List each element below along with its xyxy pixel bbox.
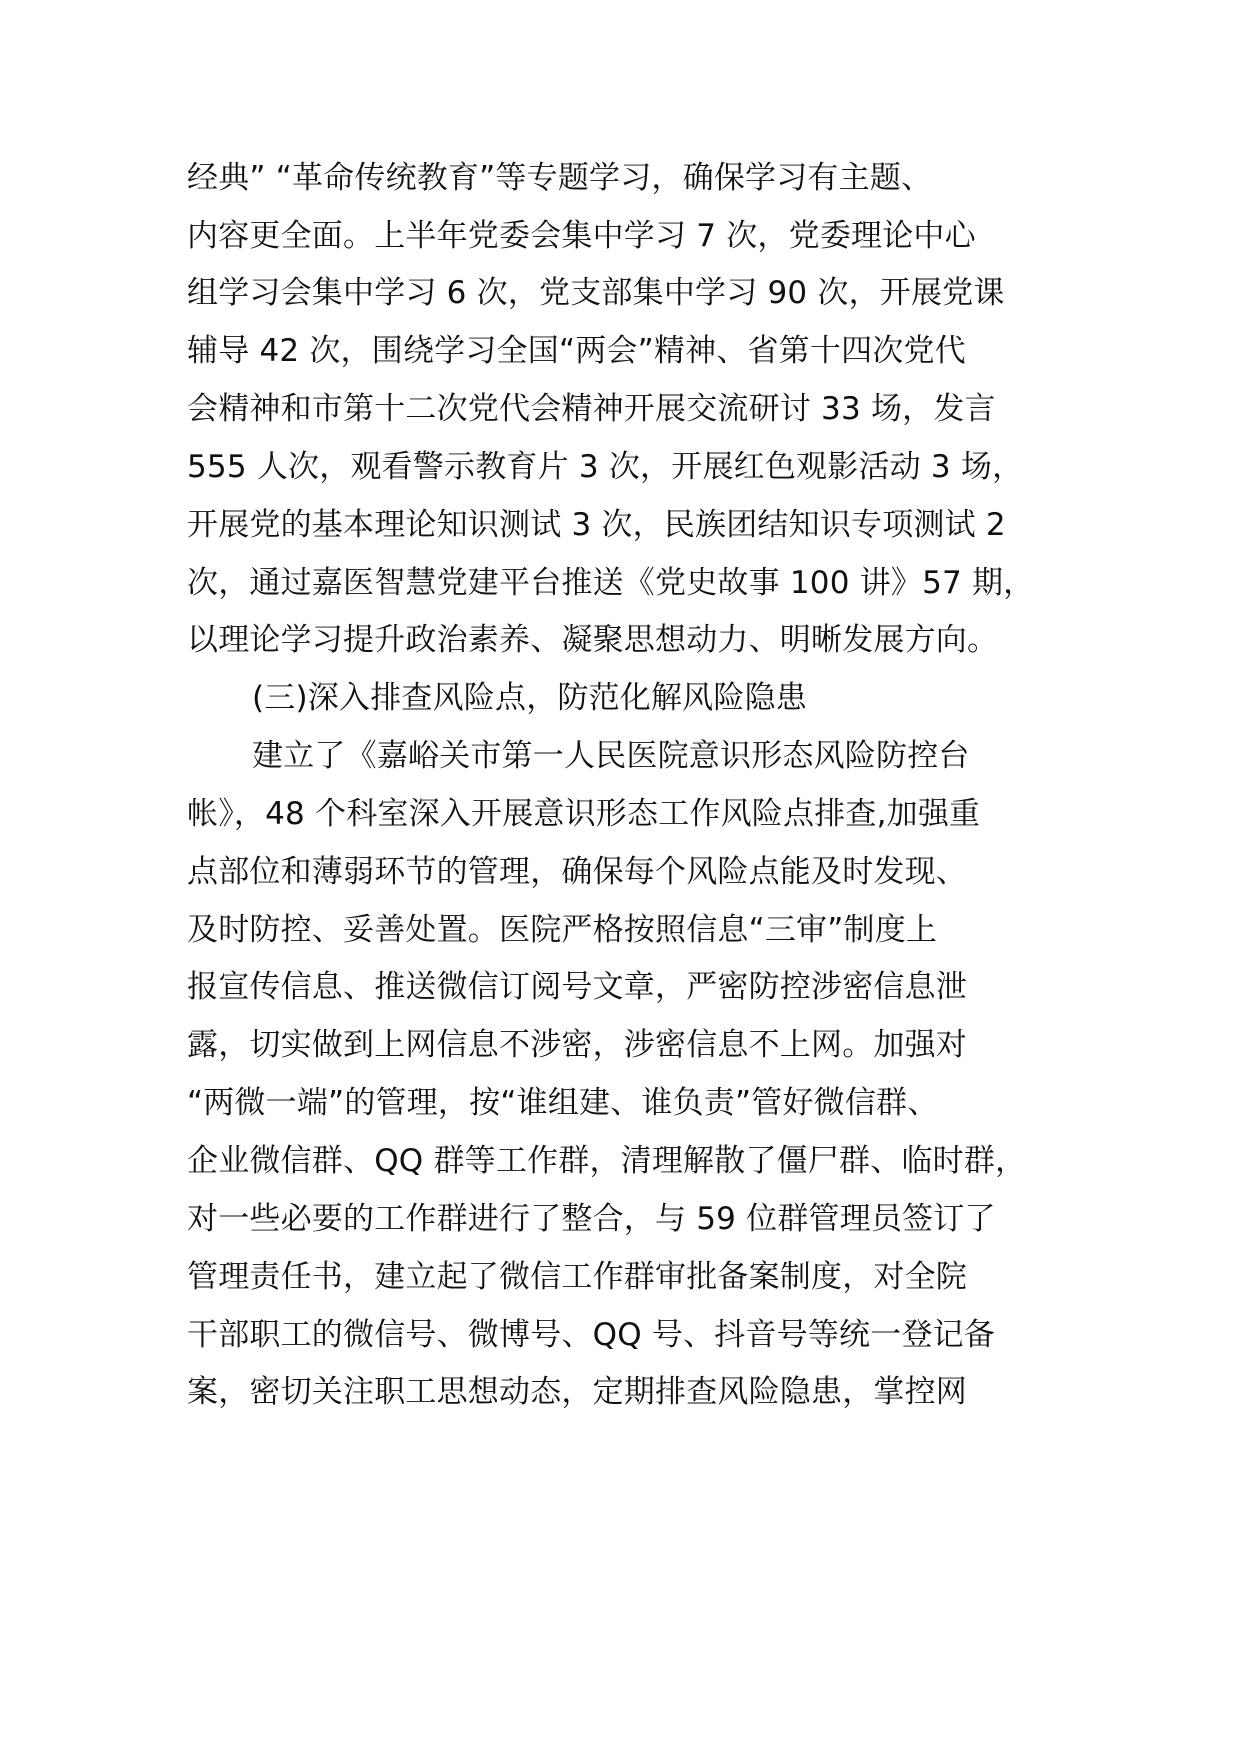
text-line: 辅导 42 次，围绕学习全国“两会”精神、省第十四次党代 bbox=[187, 333, 966, 369]
text-line: 管理责任书，建立起了微信工作群审批备案制度，对全院 bbox=[187, 1259, 967, 1295]
text-line: 对一些必要的工作群进行了整合，与 59 位群管理员签订了 bbox=[187, 1201, 996, 1237]
text-line: 点部位和薄弱环节的管理，确保每个风险点能及时发现、 bbox=[187, 854, 967, 890]
text-line: 案，密切关注职工思想动态，定期排查风险隐患，掌控网 bbox=[187, 1374, 967, 1410]
text-line: 报宣传信息、推送微信订阅号文章，严密防控涉密信息泄 bbox=[187, 969, 967, 1005]
text-line: 及时防控、妥善处置。医院严格按照信息“三审”制度上 bbox=[187, 912, 938, 948]
text-line: 555 人次，观看警示教育片 3 次，开展红色观影活动 3 场， bbox=[187, 449, 1024, 485]
text-line: 经典” “革命传统教育”等专题学习，确保学习有主题、 bbox=[187, 160, 933, 196]
text-line: 企业微信群、QQ 群等工作群，清理解散了僵尸群、临时群， bbox=[187, 1143, 1027, 1179]
text-line: 会精神和市第十二次党代会精神开展交流研讨 33 场，发言 bbox=[187, 391, 996, 427]
text-line: “两微一端”的管理，按“谁组建、谁负责”管好微信群、 bbox=[187, 1085, 939, 1121]
text-line: 开展党的基本理论知识测试 3 次，民族团结知识专项测试 2 bbox=[187, 507, 1006, 543]
text-line: 干部职工的微信号、微博号、QQ 号、抖音号等统一登记备 bbox=[187, 1317, 996, 1353]
text-line: 组学习会集中学习 6 次，党支部集中学习 90 次，开展党课 bbox=[187, 275, 1005, 311]
section-heading: (三)深入排查风险点，防范化解风险隐患 bbox=[252, 680, 807, 716]
text-line: 内容更全面。上半年党委会集中学习 7 次，党委理论中心 bbox=[187, 218, 976, 254]
text-line: 以理论学习提升政治素养、凝聚思想动力、明晰发展方向。 bbox=[187, 622, 999, 658]
text-line: 帐》，48 个科室深入开展意识形态工作风险点排查,加强重 bbox=[187, 796, 981, 832]
text-line: 建立了《嘉峪关市第一人民医院意识形态风险防控台 bbox=[252, 738, 970, 774]
text-line: 露，切实做到上网信息不涉密，涉密信息不上网。加强对 bbox=[187, 1027, 967, 1063]
text-line: 次，通过嘉医智慧党建平台推送《党史故事 100 讲》57 期， bbox=[187, 565, 1035, 601]
